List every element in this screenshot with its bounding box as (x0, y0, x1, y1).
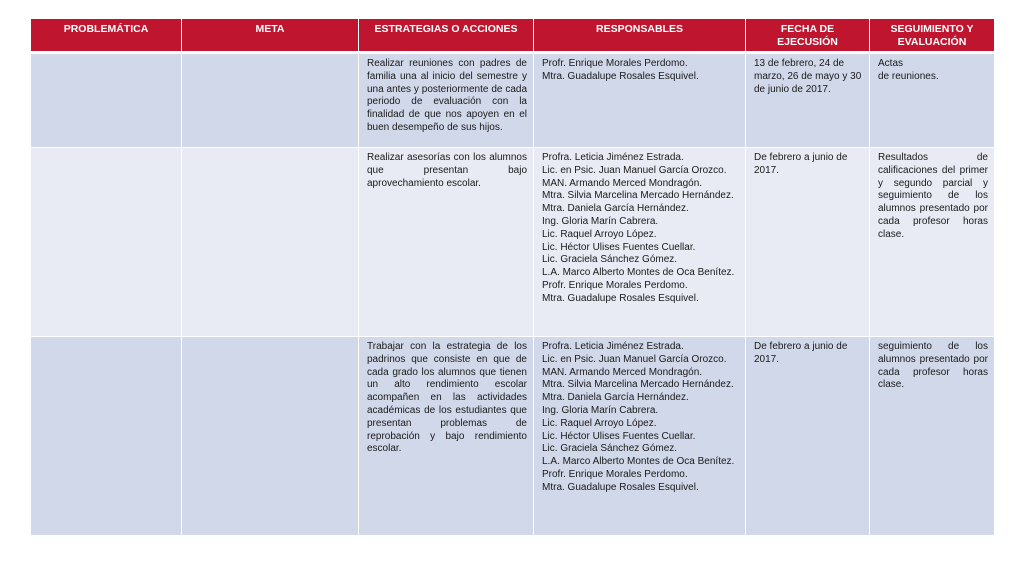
meta-cell (182, 53, 359, 148)
fecha-cell: De febrero a junio de 2017. (746, 337, 870, 536)
responsable-item: Profr. Enrique Morales Perdomo. (542, 468, 688, 480)
header-responsables: RESPONSABLES (534, 19, 746, 53)
responsable-item: Ing. Gloria Marín Cabrera. (542, 215, 659, 227)
responsable-item: Mtra. Daniela García Hernández. (542, 203, 689, 215)
responsable-item: Lic. en Psic. Juan Manuel García Orozco. (542, 164, 727, 176)
header-meta: META (182, 19, 359, 53)
header-row (31, 19, 995, 53)
table-row (31, 53, 995, 148)
responsable-item: MAN. Armando Merced Mondragón. (542, 177, 703, 189)
responsable-item: Profra. Leticia Jiménez Estrada. (542, 341, 684, 352)
fecha-cell: 13 de febrero, 24 de marzo, 26 de mayo y 30 de junio de 2017. (746, 53, 870, 148)
responsable-item: Mtra. Guadalupe Rosales Esquivel. (542, 70, 699, 82)
responsable-item: L.A. Marco Alberto Montes de Oca Benítez. (542, 267, 735, 279)
responsable-item: Profr. Enrique Morales Perdomo. (542, 58, 688, 69)
seguimiento-cell (870, 53, 995, 148)
estrategias-cell: Realizar asesorías con los alumnos que presentan bajo aprovechamiento escolar. (359, 148, 534, 337)
meta-cell (182, 148, 359, 337)
responsable-item: Lic. Graciela Sánchez Gómez. (542, 254, 678, 266)
responsables-cell (534, 53, 746, 148)
problematica-cell (31, 337, 182, 536)
responsable-item: Profra. Leticia Jiménez Estrada. (542, 152, 684, 163)
responsables-cell (534, 337, 746, 536)
meta-cell (182, 337, 359, 536)
header-problematica: PROBLEMÁTICA (31, 19, 182, 53)
responsable-item: Lic. Héctor Ulises Fuentes Cuellar. (542, 241, 696, 253)
responsable-item: Lic. Raquel Arroyo López. (542, 228, 657, 240)
responsable-item: Ing. Gloria Marín Cabrera. (542, 404, 659, 416)
header-fecha: FECHA DE EJECUSIÓN (746, 19, 870, 53)
problematica-cell (31, 148, 182, 337)
responsable-item: Lic. Héctor Ulises Fuentes Cuellar. (542, 430, 696, 442)
estrategias-cell: Realizar reuniones con padres de familia una al inicio del semestre y una antes y posteriormente de cada periodo de evaluación con la finalidad de que nos apoyen en el buen desempeño de sus hijos. (359, 53, 534, 148)
responsables-cell (534, 148, 746, 337)
action-plan-table (30, 18, 995, 536)
responsable-item: Mtra. Guadalupe Rosales Esquivel. (542, 481, 699, 493)
estrategias-cell: Trabajar con la estrategia de los padrinos que consiste en que de cada grado los alumnos que tienen un alto rendimiento escolar acompañen en las actividades académicas de los estudiantes que presentan problemas de reprobación y bajo rendimiento escolar. (359, 337, 534, 536)
seguimiento-cell: seguimiento de los alumnos presentado por cada profesor horas clase. (870, 337, 995, 536)
responsable-item: Lic. en Psic. Juan Manuel García Orozco. (542, 353, 727, 365)
seguimiento-cell: Resultados de calificaciones del primer y segundo parcial y seguimiento de los alumnos presentado por cada profesor horas clase. (870, 148, 995, 337)
responsable-item: L.A. Marco Alberto Montes de Oca Benítez. (542, 456, 735, 468)
header-estrategias: ESTRATEGIAS O ACCIONES (359, 19, 534, 53)
responsable-item: Mtra. Silvia Marcelina Mercado Hernández. (542, 379, 734, 391)
responsable-item: Mtra. Silvia Marcelina Mercado Hernández. (542, 190, 734, 202)
table-row (31, 148, 995, 337)
problematica-cell (31, 53, 182, 148)
seguimiento-item: de reuniones. (878, 70, 939, 82)
responsable-item: Mtra. Guadalupe Rosales Esquivel. (542, 292, 699, 304)
responsable-item: Lic. Graciela Sánchez Gómez. (542, 443, 678, 455)
responsable-item: Mtra. Daniela García Hernández. (542, 392, 689, 404)
seguimiento-item: Actas (878, 58, 904, 69)
fecha-cell: De febrero a junio de 2017. (746, 148, 870, 337)
responsable-item: MAN. Armando Merced Mondragón. (542, 366, 703, 378)
header-seguimiento: SEGUIMIENTO Y EVALUACIÓN (870, 19, 995, 53)
responsable-item: Profr. Enrique Morales Perdomo. (542, 279, 688, 291)
table-row (31, 337, 995, 536)
responsable-item: Lic. Raquel Arroyo López. (542, 417, 657, 429)
